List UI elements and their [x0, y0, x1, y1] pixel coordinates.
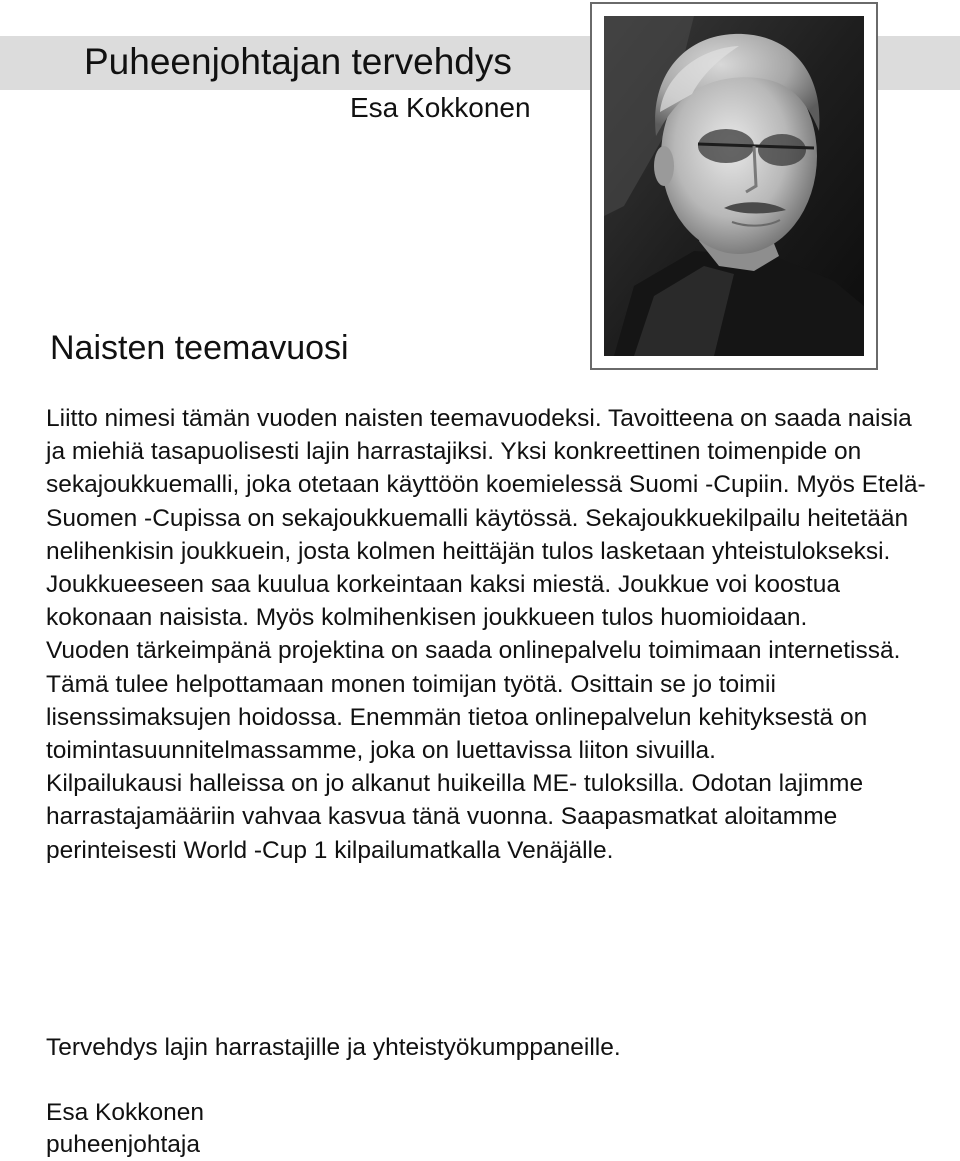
portrait-photo: [604, 16, 864, 356]
photo-frame: [590, 2, 878, 370]
section-title: Naisten teemavuosi: [50, 329, 349, 367]
paragraph: Liitto nimesi tämän vuoden naisten teemavuodeksi. Tavoitteena on saada naisia ja miehiä tasapuolisesti lajin harrastajiksi. Yksi konkreettinen toimenpide on sekajoukkuemalli, joka otetaan käyttöön koemielessä Suomi -Cupiin. Myös Etelä-Suomen -Cupissa on sekajoukkuemalli käytössä. Sekajoukkuekilpailu heitetään nelihenkisin joukkuein, josta kolmen heittäjän tulos lasketaan yhteistulokseksi. Joukkueeseen saa kuulua korkeintaan kaksi miestä. Joukkue voi koostua kokonaan naisista. Myös kolmihenkisen joukkueen tulos huomioidaan.: [46, 405, 926, 632]
signature-role: puheenjohtaja: [46, 1131, 200, 1158]
signature-name: Esa Kokkonen: [46, 1099, 204, 1126]
article-body: [46, 402, 926, 867]
paragraph: Vuoden tärkeimpänä projektina on saada onlinepalvelu toimimaan internetissä. Tämä tulee helpottamaan monen toimijan työtä. Osittain se jo toimii lisenssimaksujen hoidossa. Enemmän tietoa onlinepalvelun kehityksestä on toimintasuunnitelmassamme, joka on luettavissa liiton sivuilla.: [46, 637, 901, 765]
page-title: Puheenjohtajan tervehdys: [84, 41, 512, 82]
closing-greeting: Tervehdys lajin harrastajille ja yhteistyökumppaneille.: [46, 1034, 621, 1061]
paragraph: Kilpailukausi halleissa on jo alkanut huikeilla ME- tuloksilla. Odotan lajimme harrastajamääriin vahvaa kasvua tänä vuonna. Saapasmatkat aloitamme perinteisesti World -Cup 1 kilpailumatkalla Venäjälle.: [46, 770, 864, 864]
author-byline: Esa Kokkonen: [350, 92, 531, 123]
